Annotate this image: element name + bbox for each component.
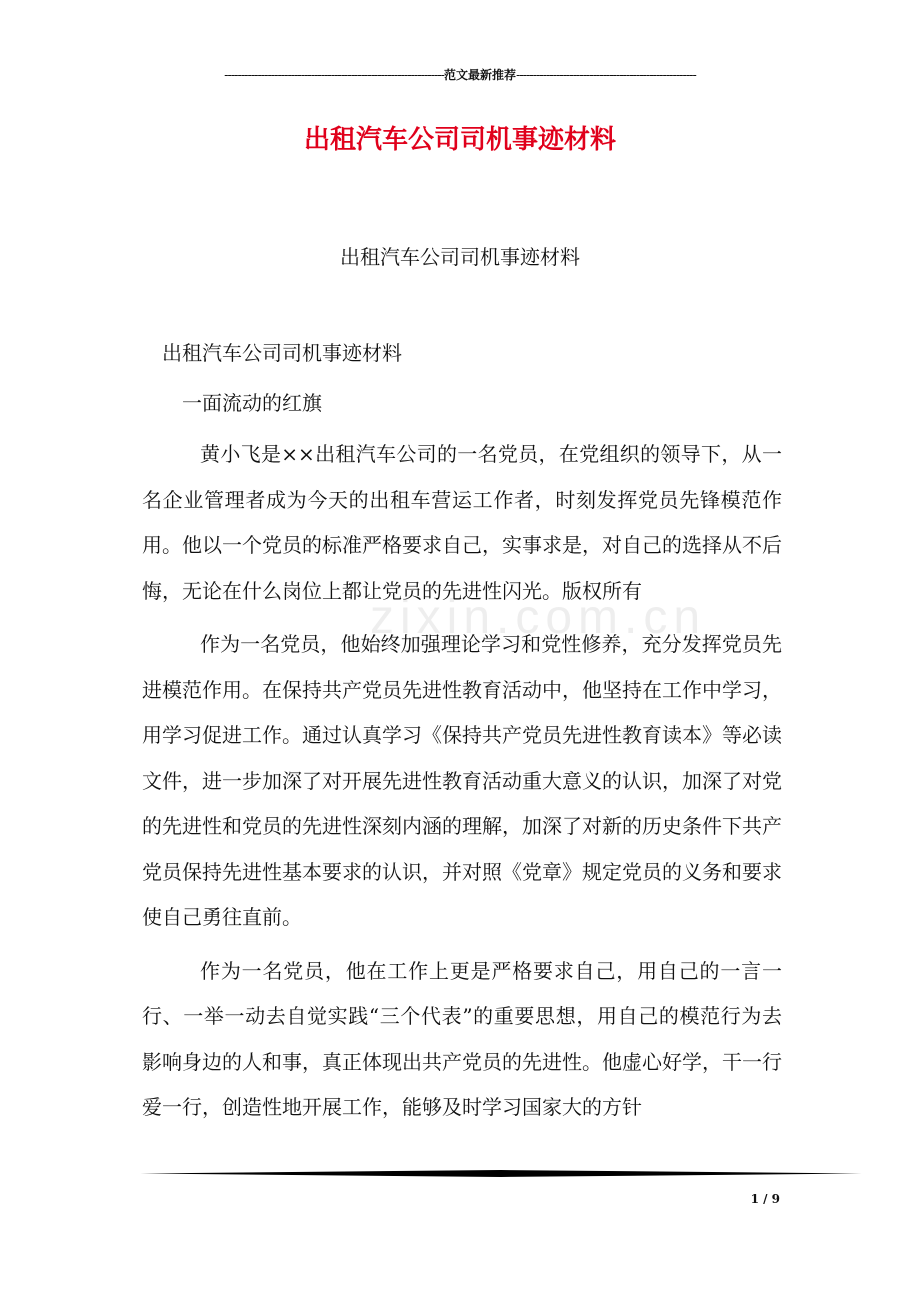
heading-line: 出租汽车公司司机事迹材料 [162, 341, 402, 365]
document-subtitle: 出租汽车公司司机事迹材料 [340, 245, 580, 269]
watermark: zixin.com.cn [370, 591, 707, 644]
footer-rule [140, 1170, 862, 1177]
header-left-dashes: ------------------------------------------------------------------ [224, 68, 444, 82]
page-number: 1 / 9 [750, 1192, 780, 1206]
header-label: 范文最新推荐 [443, 68, 516, 82]
document-title: 出租汽车公司司机事迹材料 [303, 125, 616, 155]
document-body [142, 336, 782, 1131]
paragraph: 黄小飞是××出租汽车公司的一名党员，在党组织的领导下，从一名企业管理者成为今天的出租车营运工作者，时刻发挥党员先锋模范作用。他以一个党员的标准严格要求自己，实事求是，对自己的选择从不后悔，无论在什么岗位上都让党员的先进性闪光。版权所有 [142, 442, 782, 603]
section-heading: 一面流动的红旗 [182, 391, 322, 415]
header-banner [140, 66, 780, 84]
paragraph: 作为一名党员，他始终加强理论学习和党性修养，充分发挥党员先进模范作用。在保持共产党员先进性教育活动中，他坚持在工作中学习，用学习促进工作。通过认真学习《保持共产党员先进性教育读本》等必读文件，进一步加深了对开展先进性教育活动重大意义的认识，加深了对党的先进性和党员的先进性深刻内涵的理解，加深了对新的历史条件下共产党员保持先进性基本要求的认识，并对照《党章》规定党员的义务和要求使自己勇往直前。 [142, 632, 782, 929]
paragraph: 作为一名党员，他在工作上更是严格要求自己，用自己的一言一行、一举一动去自觉实践“三个代表”的重要思想，用自己的模范行为去影响身边的人和事，真正体现出共产党员的先进性。他虚心好学，干一行爱一行，创造性地开展工作，能够及时学习国家大的方针 [142, 958, 782, 1119]
header-right-dashes: ------------------------------------------------------ [515, 68, 696, 82]
